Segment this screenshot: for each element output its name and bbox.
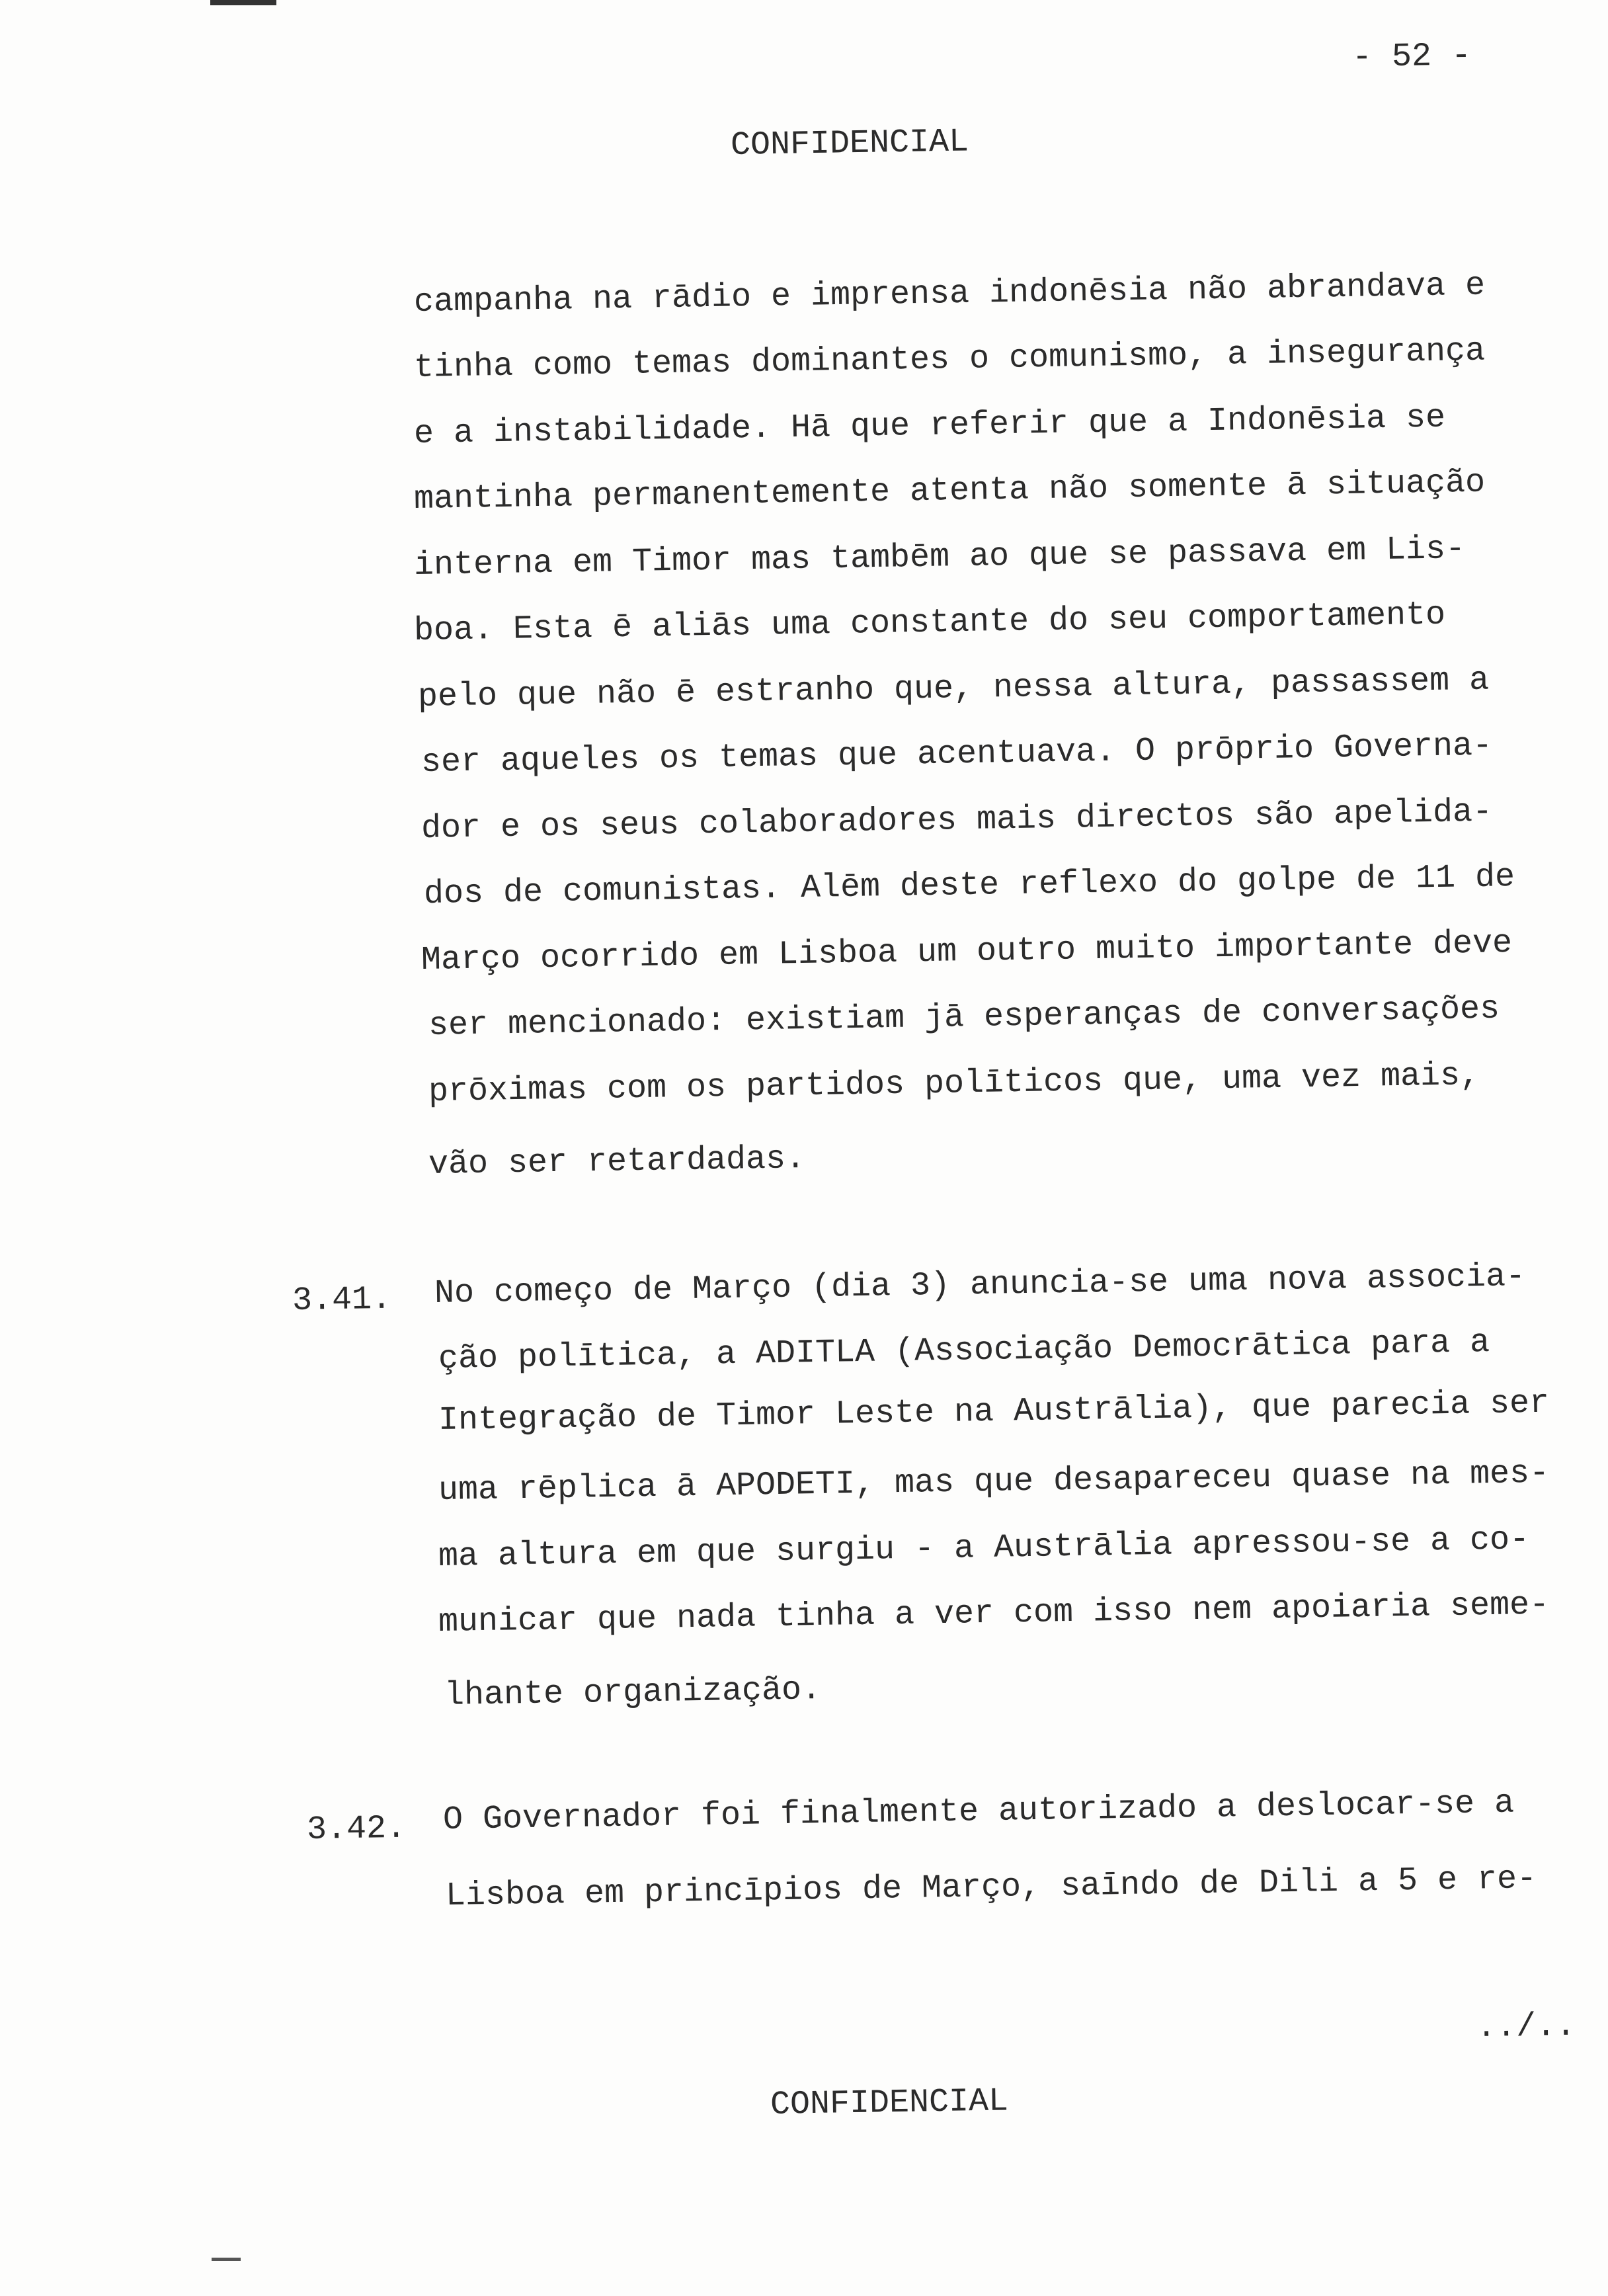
section-number: 3.41. (292, 1280, 392, 1320)
paragraph-line: prōximas com os partidos polīticos que, uma vez mais, (428, 1057, 1480, 1111)
page-number: - 52 - (1351, 37, 1472, 77)
section-line: ma altura em que surgiu - a Austrālia apressou-se a co- (438, 1521, 1530, 1576)
scan-mark-top (210, 0, 276, 5)
section-line: Integração de Timor Leste na Austrālia), que parecia ser (438, 1384, 1550, 1440)
scan-mark-bottom (212, 2258, 241, 2261)
section-line: Lisboa em princīpios de Março, saīndo de Dili a 5 e re- (445, 1860, 1537, 1915)
paragraph-line: vão ser retardadas. (428, 1140, 806, 1184)
footer-classification: CONFIDENCIAL (770, 2082, 1009, 2124)
paragraph-line: interna em Timor mas tambēm ao que se passava em Lis- (413, 530, 1466, 585)
section-line: No começo de Março (dia 3) anuncia-se uma nova associa- (434, 1258, 1526, 1313)
section-line: uma rēplica ā APODETI, mas que desapareceu quase na mes- (438, 1454, 1550, 1510)
paragraph-line: mantinha permanentemente atenta não somente ā situação (413, 464, 1486, 518)
paragraph-line: ser mencionado: existiam jā esperanças de conversações (428, 990, 1500, 1045)
paragraph-line: ser aqueles os temas que acentuava. O prōprio Governa- (421, 727, 1493, 782)
paragraph-line: e a instabilidade. Hā que referir que a Indonēsia se (413, 399, 1446, 453)
section-line: O Governador foi finalmente autorizado a deslocar-se a (442, 1784, 1515, 1839)
paragraph-line: dos de comunistas. Alēm deste reflexo do golpe de 11 de (423, 858, 1515, 913)
paragraph-line: pelo que não ē estranho que, nessa altura, passassem a (417, 661, 1490, 716)
paragraph-line: Março ocorrido em Lisboa um outro muito importante deve (421, 924, 1513, 979)
paragraph-line: dor e os seus colaboradores mais directos são apelida- (421, 793, 1493, 848)
paragraph-line: campanha na rādio e imprensa indonēsia não abrandava e (413, 266, 1486, 321)
continuation-mark: ../.. (1476, 2007, 1576, 2047)
paragraph-line: tinha como temas dominantes o comunismo, a insegurança (413, 332, 1486, 387)
header-classification: CONFIDENCIAL (730, 123, 969, 165)
paragraph-line: boa. Esta ē aliās uma constante do seu comportamento (413, 596, 1446, 650)
section-line: lhante organização. (444, 1671, 822, 1715)
section-line: ção polītica, a ADITLA (Associação Democrātica para a (438, 1324, 1490, 1378)
section-line: municar que nada tinha a ver com isso nem apoiaria seme- (438, 1586, 1550, 1641)
section-number: 3.42. (306, 1809, 407, 1849)
